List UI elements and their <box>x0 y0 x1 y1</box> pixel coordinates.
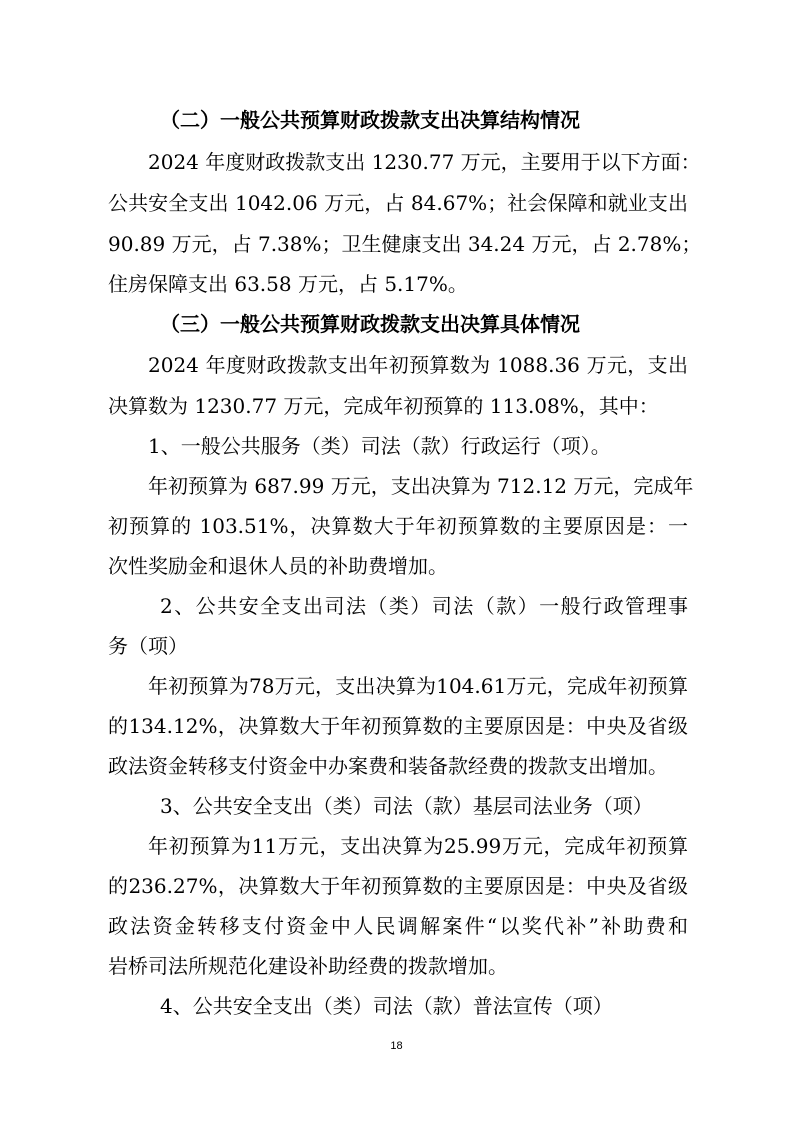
item-title: 1、一般公共服务（类）司法（款）行政运行（项）。 <box>148 434 611 458</box>
paragraph-line: 次性奖励金和退休人员的补助费增加。 <box>108 554 448 578</box>
heading-structure: （二）一般公共预算财政拨款支出决算结构情况 <box>160 108 580 132</box>
item-title: 4、公共安全支出（类）司法（款）普法宣传（项） <box>160 994 613 1018</box>
paragraph-line: 年初预算为78万元，支出决算为104.61万元，完成年初预算 <box>148 674 688 698</box>
paragraph-line: 的236.27%，决算数大于年初预算数的主要原因是：中央及省级 <box>108 874 688 898</box>
paragraph-line: 2024 年度财政拨款支出 1230.77 万元，主要用于以下方面： <box>148 150 701 174</box>
paragraph-line: 政法资金转移支付资金中办案费和装备款经费的拨款支出增加。 <box>108 754 668 778</box>
item-title: 2、公共安全支出司法（类）司法（款）一般行政管理事 <box>160 594 688 618</box>
page-number: 18 <box>390 1040 403 1052</box>
paragraph-line: 政法资金转移支付资金中人民调解案件“以奖代补”补助费和 <box>108 914 688 938</box>
paragraph-line: 的134.12%，决算数大于年初预算数的主要原因是：中央及省级 <box>108 714 688 738</box>
item-title: 3、公共安全支出（类）司法（款）基层司法业务（项） <box>160 794 653 818</box>
paragraph-line: 决算数为 1230.77 万元，完成年初预算的 113.08%，其中： <box>108 394 659 418</box>
paragraph-line: 初预算的 103.51%，决算数大于年初预算数的主要原因是：一 <box>108 514 688 538</box>
paragraph-line: 年初预算为 687.99 万元，支出决算为 712.12 万元，完成年 <box>148 474 694 498</box>
paragraph-line: 住房保障支出 63.58 万元，占 5.17%。 <box>108 272 468 296</box>
item-title: 务（项） <box>108 634 188 658</box>
paragraph-line: 2024 年度财政拨款支出年初预算数为 1088.36 万元，支出 <box>148 353 688 377</box>
paragraph-line: 公共安全支出 1042.06 万元，占 84.67%；社会保障和就业支出 <box>108 191 688 215</box>
paragraph-line: 90.89 万元，占 7.38%；卫生健康支出 34.24 万元，占 2.78%； <box>108 232 702 256</box>
heading-details: （三）一般公共预算财政拨款支出决算具体情况 <box>160 312 580 336</box>
paragraph-line: 年初预算为11万元，支出决算为25.99万元，完成年初预算 <box>148 834 688 858</box>
paragraph-line: 岩桥司法所规范化建设补助经费的拨款增加。 <box>108 954 508 978</box>
